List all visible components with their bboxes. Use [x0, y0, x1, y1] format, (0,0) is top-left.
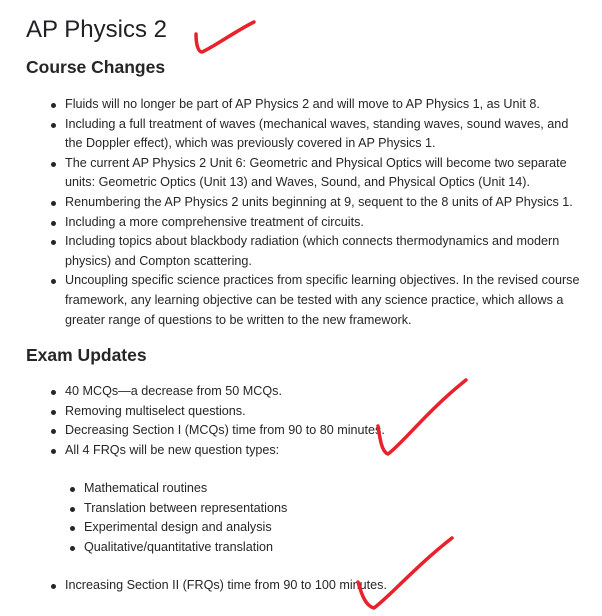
list-item: Including topics about blackbody radiation (which connects thermodynamics and modern physics) and Compton scattering.: [65, 232, 585, 271]
list-item: Translation between representations: [84, 499, 564, 519]
list-item: Including a more comprehensive treatment of circuits.: [65, 213, 585, 233]
checkmark-icon: [190, 18, 260, 58]
list-item: The current AP Physics 2 Unit 6: Geometric and Physical Optics will become two separate units: Geometric Optics (Unit 13) and Waves, Sound, and Physical Optics (Unit 14).: [65, 154, 585, 193]
frq-types-list: [84, 479, 564, 557]
list-item: Fluids will no longer be part of AP Physics 2 and will move to AP Physics 1, as Unit 8.: [65, 95, 585, 115]
list-item: Mathematical routines: [84, 479, 564, 499]
list-item: Uncoupling specific science practices from specific learning objectives. In the revised course framework, any learning objective can be tested with any science practice, which allows a greater range of questions to be written to the new framework.: [65, 271, 585, 330]
list-item: Qualitative/quantitative translation: [84, 538, 564, 558]
list-item: Removing multiselect questions.: [65, 402, 585, 422]
course-changes-heading: Course Changes: [26, 57, 166, 77]
frq-time-list: [65, 576, 585, 596]
list-item: All 4 FRQs will be new question types:: [65, 441, 585, 461]
list-item: Experimental design and analysis: [84, 518, 564, 538]
exam-updates-list: [65, 382, 585, 460]
list-item: Including a full treatment of waves (mechanical waves, standing waves, sound waves, and the Doppler effect), which was previously covered in AP Physics 1.: [65, 115, 585, 154]
course-changes-list: [65, 95, 585, 330]
list-item: Renumbering the AP Physics 2 units beginning at 9, sequent to the 8 units of AP Physics 1.: [65, 193, 585, 213]
list-item: 40 MCQs—a decrease from 50 MCQs.: [65, 382, 585, 402]
page-title: AP Physics 2: [26, 16, 167, 43]
list-item: Increasing Section II (FRQs) time from 90 to 100 minutes.: [65, 576, 585, 596]
exam-updates-heading: Exam Updates: [26, 345, 147, 365]
list-item: Decreasing Section I (MCQs) time from 90 to 80 minutes.: [65, 421, 585, 441]
